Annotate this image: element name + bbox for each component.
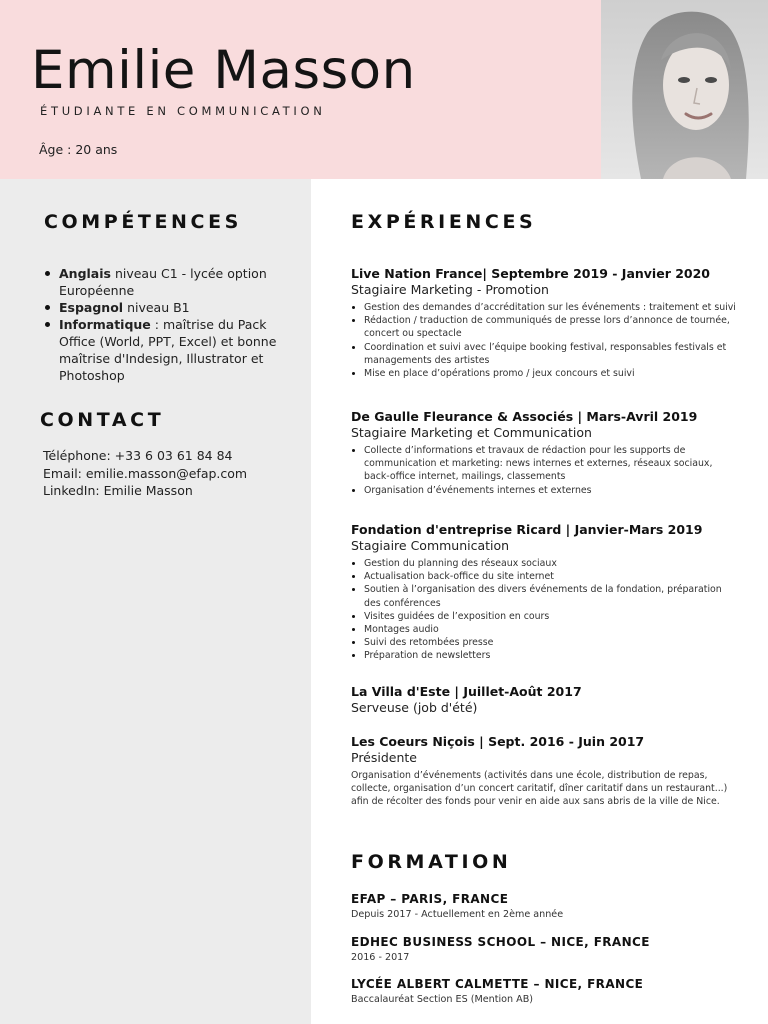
job-role: Serveuse (job d'été) xyxy=(351,700,478,715)
job-tasks xyxy=(351,557,741,663)
contact-block xyxy=(43,447,247,500)
experience-item xyxy=(351,734,741,809)
portrait-image xyxy=(601,0,768,179)
job-tasks xyxy=(351,444,741,497)
job-tasks xyxy=(351,301,741,380)
skill-text: niveau B1 xyxy=(123,300,190,315)
contact-phone: Téléphone: +33 6 03 61 84 84 xyxy=(43,448,233,463)
contact-email: Email: emilie.masson@efap.com xyxy=(43,465,248,481)
job-role: Stagiaire Marketing - Promotion xyxy=(351,282,549,297)
skills-list xyxy=(59,265,291,384)
task-item: Visites guidées de l’exposition en cours xyxy=(364,610,741,623)
contact-heading: CONTACT xyxy=(40,409,165,431)
task-item: Montages audio xyxy=(364,623,741,636)
experience-item xyxy=(351,409,741,497)
skill-label: Espagnol xyxy=(59,300,124,315)
school-detail: Baccalauréat Section ES (Mention AB) xyxy=(351,994,534,1005)
experiences-heading: EXPÉRIENCES xyxy=(351,211,537,233)
profile-photo xyxy=(601,0,768,179)
experience-item xyxy=(351,266,741,380)
school-name: EDHEC BUSINESS SCHOOL – NICE, FRANCE xyxy=(351,935,650,949)
skill-item xyxy=(59,299,291,316)
experience-item xyxy=(351,522,741,663)
job-header: Les Coeurs Niçois | Sept. 2016 - Juin 2017 xyxy=(351,734,645,749)
education-item xyxy=(351,935,650,964)
skill-item xyxy=(59,265,291,299)
task-item: Actualisation back-office du site internet xyxy=(364,570,741,583)
job-header: De Gaulle Fleurance & Associés | Mars-Avril 2019 xyxy=(351,409,698,424)
task-item: Suivi des retombées presse xyxy=(364,636,741,649)
candidate-subtitle: ÉTUDIANTE EN COMMUNICATION xyxy=(40,104,326,118)
job-header: Fondation d'entreprise Ricard | Janvier-Mars 2019 xyxy=(351,522,703,537)
education-item xyxy=(351,977,643,1006)
job-role: Stagiaire Marketing et Communication xyxy=(351,425,592,440)
task-item: Organisation d’événements internes et externes xyxy=(364,484,741,497)
school-detail: Depuis 2017 - Actuellement en 2ème année xyxy=(351,909,564,920)
job-role: Stagiaire Communication xyxy=(351,538,510,553)
school-name: LYCÉE ALBERT CALMETTE – NICE, FRANCE xyxy=(351,977,644,991)
education-item xyxy=(351,892,563,921)
experience-item xyxy=(351,684,741,716)
task-item: Mise en place d’opérations promo / jeux concours et suivi xyxy=(364,367,741,380)
job-header: Live Nation France| Septembre 2019 - Janvier 2020 xyxy=(351,266,710,281)
task-item: Préparation de newsletters xyxy=(364,649,741,662)
skill-text: niveau C1 - lycée option Européenne xyxy=(59,266,267,298)
school-detail: 2016 - 2017 xyxy=(351,952,410,963)
task-item: Gestion des demandes d’accréditation sur les événements : traitement et suivi xyxy=(364,301,741,314)
task-item: Soutien à l’organisation des divers événements de la fondation, préparation des conférences xyxy=(364,583,741,609)
job-role: Présidente xyxy=(351,750,417,765)
job-header: La Villa d'Este | Juillet-Août 2017 xyxy=(351,684,582,699)
skill-label: Informatique xyxy=(59,317,151,332)
skill-text: : maîtrise du Pack Office (World, PPT, Excel) et bonne maîtrise d'Indesign, Illustrator et Photoshop xyxy=(59,317,277,383)
candidate-name: Emilie Masson xyxy=(31,40,416,101)
candidate-age: Âge : 20 ans xyxy=(39,142,118,157)
formation-heading: FORMATION xyxy=(351,851,512,873)
skill-label: Anglais xyxy=(59,266,111,281)
task-item: Rédaction / traduction de communiqués de presse lors d’annonce de tournée, concert ou spectacle xyxy=(364,314,741,340)
contact-linkedin: LinkedIn: Emilie Masson xyxy=(43,483,193,498)
task-item: Coordination et suivi avec l’équipe booking festival, responsables festivals et managements des artistes xyxy=(364,341,741,367)
school-name: EFAP – PARIS, FRANCE xyxy=(351,892,509,906)
task-item: Collecte d’informations et travaux de rédaction pour les supports de communication et marketing: news internes et externes, réseaux sociaux, back-office internet, mailings, classements xyxy=(364,444,741,484)
skill-item xyxy=(59,316,291,384)
job-description: Organisation d’événements (activités dans une école, distribution de repas, collecte, organisation d’un concert caritatif, dîner caritatif dans un restaurant...) afin de récolter des fonds pour venir en aide aux sans abris de la ville de Nice. xyxy=(351,770,728,808)
header-banner xyxy=(0,0,601,179)
skills-heading: COMPÉTENCES xyxy=(44,211,242,233)
task-item: Gestion du planning des réseaux sociaux xyxy=(364,557,741,570)
